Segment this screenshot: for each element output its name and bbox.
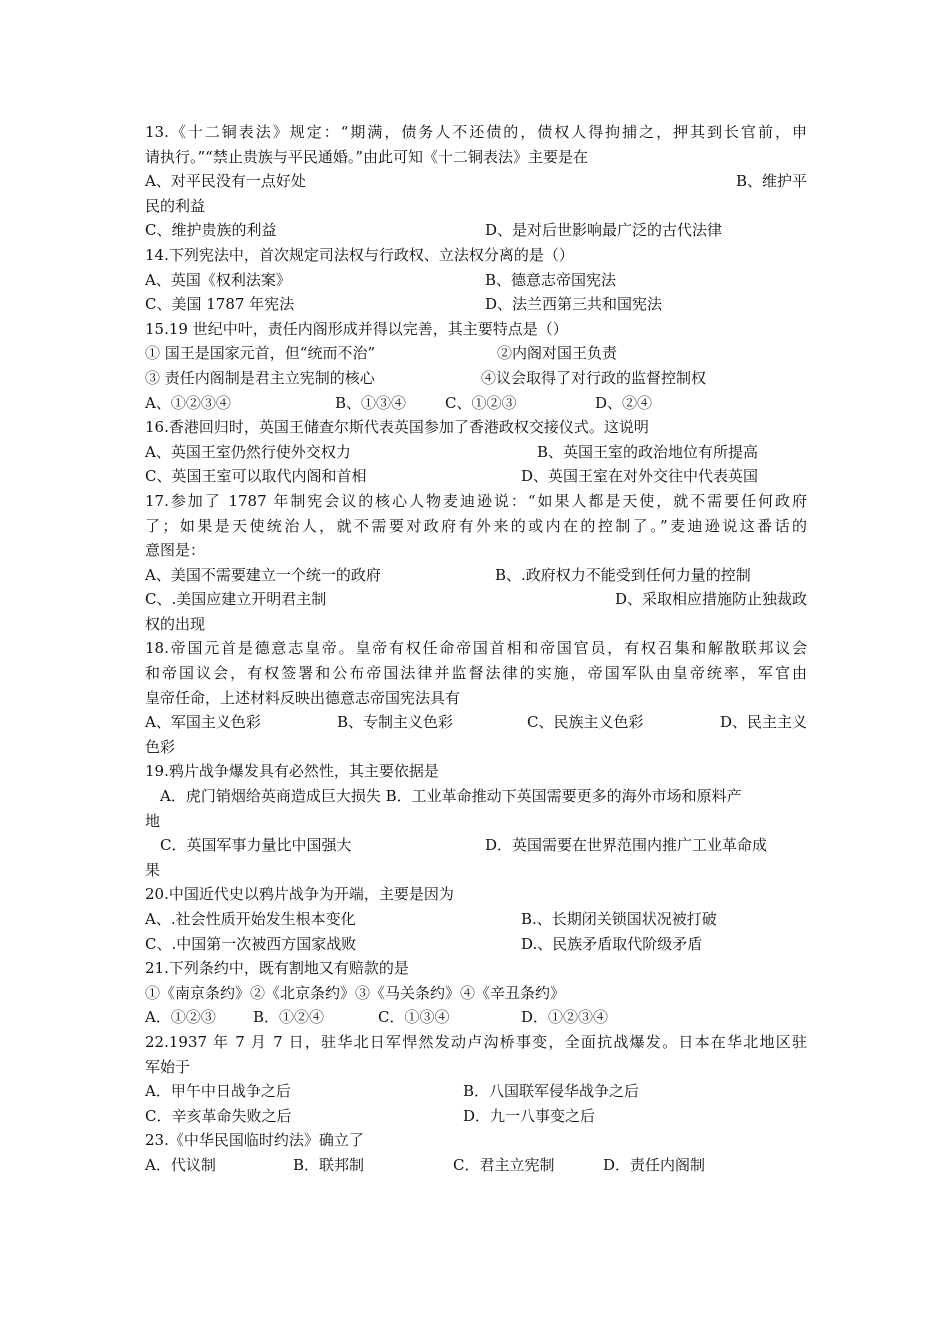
question-18-options bbox=[145, 710, 807, 735]
question-13-stem-line-1: 13.《十二铜表法》规定：“期满，债务人不还债的，债权人得拘捕之，押其到长官前，申 bbox=[145, 123, 807, 141]
question-22-option-b: B．八国联军侵华战争之后 bbox=[463, 1082, 640, 1101]
question-21-option-c: C．①③④ bbox=[378, 1008, 450, 1027]
question-20-option-d: D.、民族矛盾取代阶级矛盾 bbox=[521, 934, 703, 953]
question-17-options-ab bbox=[145, 563, 807, 588]
question-17-stem-line-2: 了；如果是天使统治人，就不需要对政府有外来的或内在的控制了。”麦迪逊说这番话的 bbox=[145, 516, 807, 535]
question-18-option-d-wrap: 色彩 bbox=[145, 737, 176, 756]
question-20-option-c: C、.中国第一次被西方国家战败 bbox=[145, 934, 357, 953]
question-22-option-d: D．九一八事变之后 bbox=[463, 1106, 596, 1125]
question-23-options bbox=[145, 1153, 807, 1178]
question-16-options-cd bbox=[145, 464, 807, 489]
question-13-option-c: C、维护贵族的利益 bbox=[145, 221, 277, 240]
question-16-stem: 16.香港回归时，英国王储查尔斯代表英国参加了香港政权交接仪式。这说明 bbox=[145, 418, 649, 437]
question-23-option-d: D．责任内阁制 bbox=[603, 1155, 706, 1174]
question-22-stem-line-2: 军始于 bbox=[145, 1057, 191, 1076]
question-23-option-a: A．代议制 bbox=[145, 1155, 216, 1174]
question-13-options-ab bbox=[145, 169, 807, 194]
question-14-options-cd bbox=[145, 292, 807, 317]
question-13-option-b: B、维护平 bbox=[735, 172, 807, 191]
question-14-option-b: B、德意志帝国宪法 bbox=[485, 270, 617, 289]
question-13-stem-line-2: 请执行。”“禁止贵族与平民通婚。”由此可知《十二铜表法》主要是在 bbox=[145, 147, 589, 166]
question-20-options-ab bbox=[145, 907, 807, 932]
question-17-option-a: A、美国不需要建立一个统一的政府 bbox=[145, 565, 381, 584]
question-18-stem-line-2: 和帝国议会，有权签署和公布帝国法律并监督法律的实施，帝国军队由皇帝统率，军官由 bbox=[145, 664, 807, 683]
question-16-option-d: D、英国王室在对外交往中代表英国 bbox=[521, 467, 759, 486]
question-17-option-b: B、.政府权力不能受到任何力量的控制 bbox=[495, 565, 751, 584]
question-15-item-4: ④议会取得了对行政的监督控制权 bbox=[481, 368, 707, 387]
question-15-stem: 15.19 世纪中叶，责任内阁形成并得以完善，其主要特点是（） bbox=[145, 319, 568, 338]
question-14-options-ab bbox=[145, 268, 807, 293]
question-13-option-b-wrap: 民的利益 bbox=[145, 196, 206, 215]
question-19-options-ab-wrap: 地 bbox=[145, 811, 161, 830]
question-20-option-a: A、.社会性质开始发生根本变化 bbox=[145, 910, 356, 928]
question-14-option-d: D、法兰西第三共和国宪法 bbox=[485, 295, 663, 314]
question-20-options-cd bbox=[145, 932, 807, 957]
question-15-item-2: ②内阁对国王负责 bbox=[497, 344, 618, 363]
question-14-option-a: A、英国《权利法案》 bbox=[145, 270, 291, 289]
question-18-option-a: A、军国主义色彩 bbox=[145, 713, 261, 732]
question-22-option-c: C．辛亥革命失败之后 bbox=[145, 1106, 292, 1125]
question-22-options-cd bbox=[145, 1104, 807, 1129]
question-15-options bbox=[145, 391, 807, 416]
question-18-option-d: D、民主主义 bbox=[719, 713, 807, 732]
question-22-options-ab bbox=[145, 1079, 807, 1104]
question-23-option-c: C．君主立宪制 bbox=[453, 1155, 555, 1174]
question-20-option-b: B.、长期闭关锁国状况被打破 bbox=[521, 910, 717, 928]
question-16-option-a: A、英国王室仍然行使外交权力 bbox=[145, 442, 351, 461]
question-17-option-d-wrap: 权的出现 bbox=[145, 614, 206, 633]
question-21-stem: 21.下列条约中，既有割地又有赔款的是 bbox=[145, 959, 409, 978]
question-17-option-d: D、采取相应措施防止独裁政 bbox=[614, 590, 807, 609]
question-14-option-c: C、美国 1787 年宪法 bbox=[145, 295, 295, 314]
question-19-option-c: C．英国军事力量比中国强大 bbox=[160, 836, 352, 855]
question-18-option-b: B、专制主义色彩 bbox=[337, 713, 454, 732]
question-21-option-b: B．①②④ bbox=[253, 1008, 325, 1027]
question-21-option-a: A．①②③ bbox=[145, 1008, 216, 1027]
question-16-options-ab bbox=[145, 440, 807, 465]
question-15-item-3: ③ 责任内阁制是君主立宪制的核心 bbox=[145, 368, 375, 387]
question-23-stem: 23.《中华民国临时约法》确立了 bbox=[145, 1131, 364, 1150]
question-19-option-d-wrap: 果 bbox=[145, 860, 161, 879]
question-13-options-cd bbox=[145, 218, 807, 243]
question-17-stem-line-1: 17.参加了 1787 年制宪会议的核心人物麦迪逊说：“如果人都是天使，就不需要任何政府 bbox=[145, 491, 807, 510]
question-15-option-b: B、①③④ bbox=[335, 393, 407, 412]
question-15-option-d: D、②④ bbox=[595, 393, 653, 412]
question-17-options-cd bbox=[145, 587, 807, 612]
exam-page bbox=[145, 120, 807, 1178]
question-21-items: ①《南京条约》②《北京条约》③《马关条约》④《辛丑条约》 bbox=[145, 983, 566, 1002]
question-15-item-1: ① 国王是国家元首，但“统而不治” bbox=[145, 344, 376, 363]
question-14-stem: 14.下列宪法中，首次规定司法权与行政权、立法权分离的是（） bbox=[145, 245, 574, 264]
question-21-option-d: D．①②③④ bbox=[521, 1008, 609, 1027]
question-18-option-c: C、民族主义色彩 bbox=[527, 713, 644, 732]
question-19-options-ab: A．虎门销烟给英商造成巨大损失 B．工业革命推动下英国需要更多的海外市场和原料产 bbox=[160, 787, 742, 806]
question-15-option-a: A、①②③④ bbox=[145, 393, 231, 412]
question-16-option-b: B、英国王室的政治地位有所提高 bbox=[537, 442, 759, 461]
question-15-items-34 bbox=[145, 366, 807, 391]
question-18-stem-line-3: 皇帝任命，上述材料反映出德意志帝国宪法具有 bbox=[145, 688, 461, 707]
question-21-options bbox=[145, 1005, 807, 1030]
question-19-stem: 19.鸦片战争爆发具有必然性，其主要依据是 bbox=[145, 762, 439, 781]
question-18-stem-line-1: 18.帝国元首是德意志皇帝。皇帝有权任命帝国首相和帝国官员，有权召集和解散联邦议会 bbox=[145, 639, 807, 658]
question-23-option-b: B．联邦制 bbox=[293, 1155, 365, 1174]
question-17-option-c: C、.美国应建立开明君主制 bbox=[145, 590, 327, 609]
question-22-option-a: A．甲午中日战争之后 bbox=[145, 1082, 291, 1101]
question-19-options-cd bbox=[145, 833, 807, 858]
question-17-stem-line-3: 意图是： bbox=[145, 541, 206, 560]
question-13-option-a: A、对平民没有一点好处 bbox=[145, 172, 306, 191]
question-15-option-c: C、①②③ bbox=[445, 393, 517, 412]
question-15-items-12 bbox=[145, 341, 807, 366]
question-13-option-d: D、是对后世影响最广泛的古代法律 bbox=[485, 221, 723, 240]
question-20-stem: 20.中国近代史以鸦片战争为开端，主要是因为 bbox=[145, 885, 454, 904]
question-16-option-c: C、英国王室可以取代内阁和首相 bbox=[145, 467, 367, 486]
question-22-stem-line-1: 22.1937 年 7 月 7 日，驻华北日军悍然发动卢沟桥事变，全面抗战爆发。日本在华北地区驻 bbox=[145, 1032, 807, 1051]
question-19-option-d: D．英国需要在世界范围内推广工业革命成 bbox=[485, 836, 768, 855]
